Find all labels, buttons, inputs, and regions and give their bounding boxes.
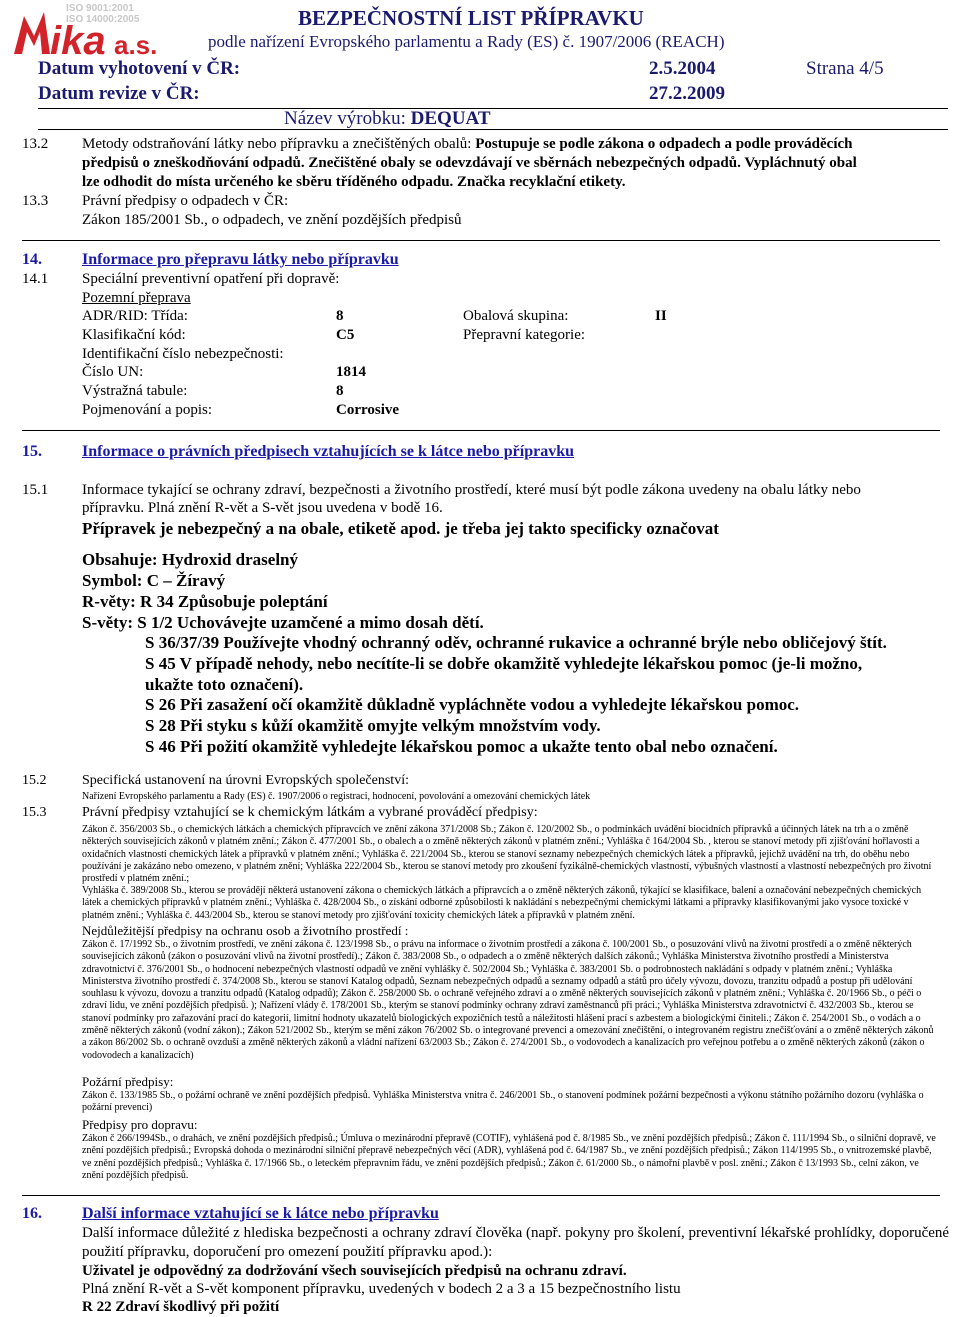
svg-text:a.s.: a.s.	[114, 30, 158, 60]
s-phrase: S 26 Při zasažení očí okamžitě důkladně vypláchněte vodou a vyhledejte lékařskou pomoc.	[145, 695, 800, 714]
environment-laws-text: Zákon č. 17/1992 Sb., o životním prostředí, ve znění zákona č. 123/1998 Sb., o právu na informace o životním prostředí a zákona č. 100/2001 Sb., o posuzování vlivů na životní prostředí a o změně některých souvisejících zákonů (zákon o posuzování vlivů na životní prostředí).; Zákon č. 383/2008 Sb., o odpadech a o změně některých dalších zákonů.; Vyhláška Ministerstva životního prostředí a Ministerstva zdravotnictví č. 376/2001 Sb., o hodnocení nebezpečných vlastností odpadů ve znění vyhlášky č. 502/2004 Sb.; Vyhláška č. 383/2001 Sb. o podrobnostech nakládání s odpady v platném znění.; Vyhláška Ministerstva životního prostředí č. 374/2008 Sb., kterou se stanoví Katalog odpadů, Seznam nebezpečných odpadů a seznamy odpadů a států pro účely vývozu, dovozu, tranzitu odpadů a postup při udělování souhlasu k vývozu, dovozu a tranzitu odpadů (Katalog odpadů); Zákon č. 258/2000 Sb. o ochraně veřejného zdraví a o změně některých souvisejících zákonů v platném znění.; Vyhláška č. 20/1966 Sb., o péči o zdraví lidu, ve znění pozdějších předpisů. ); Nařízení vlády č. 178/2001 Sb., kterým se stanoví podmínky ochrany zdraví zaměstnanců při práci.; Vyhláška Ministerstva zdravotnictví č. 432/2003 Sb., kterou se stanoví podmínky pro zařazování prací do kategorií, limitní hodnoty ukazatelů biologických expozičních testů a náležitosti hlášení prací s azbestem a biologickými činiteli.; Zákon č. 254/2001 Sb., o vodách a o změně některých zákonů (vodní zákon).; Zákon 521/2002 Sb., kterým se mění zákon 76/2002 Sb. o integrované prevenci a omezování znečištění, o integrovaném registru znečišťování a o změně některých zákonů a zákon 86/2002 Sb. o ochraně ovzduší a změně některých zákonů a vládní nařízení 63/2003 Sb.; Zákon č. 274/2001 Sb., o vodovodech a kanalizacích pro veřejnou potřebu a o změně některých zákonů (zákon o vodovodech a kanalizacích)	[82, 939, 934, 1061]
transport-row-label-2: Přepravní kategorie:	[463, 327, 586, 343]
section-15-title: Informace o právních předpisech vztahujících se k látce nebo přípravku	[82, 443, 574, 460]
s-phrase: S 45 V případě nehody, nebo necítíte-li se dobře okamžitě vyhledejte lékařskou pomoc (je-li možno,	[145, 654, 863, 673]
transport-row-label-2: Obalová skupina:	[463, 308, 569, 324]
environment-heading: Nejdůležitější předpisy na ochranu osob a životního prostředí :	[82, 923, 409, 938]
s-phrase: ukažte toto označení).	[145, 675, 304, 694]
section-16-text-1: Další informace důležité z hlediska bezpečnosti a ochrany zdraví člověka (např. pokyny pro školení, preventivní lékařské prohlídky, doporučené	[82, 1225, 950, 1241]
issue-date: 2.5.2004	[649, 58, 716, 79]
section-16-text-4: Plná znění R-vět a S-vět komponent přípravku, uvedených v bodech 2 a 3 a 15 bezpečnostního listu	[82, 1281, 681, 1297]
svg-text:ika: ika	[50, 19, 106, 60]
label-symbol: Symbol: C – Žíravý	[82, 571, 226, 590]
chemical-decrees-text: Vyhláška č. 389/2008 Sb., kterou se provádějí některá ustanovení zákona o chemických látkách a přípravcích a o změně některých zákonů, týkající se klasifikace, balení a označování nebezpečných chemických látek a chemických přípravků v platném znění.; Vyhláška č. 428/2004 Sb., o získání odborné způsobilosti k nakládání s nebezpečnými chemickými látkami a přípravky klasifikovanými jako vysoce toxické v platném znění.; Vyhláška č. 443/2004 Sb., kterou se stanoví metody pro zjišťování toxicity chemických látek a přípravků v platném znění.	[82, 885, 922, 921]
section-14-1-title: Speciální preventivní opatření při dopravě:	[82, 271, 340, 287]
section-13-divider	[22, 240, 940, 241]
fire-laws-text: Zákon č. 133/1985 Sb., o požární ochraně ve znění pozdějších předpisů. Vyhláška Ministerstva vnitra č. 246/2001 Sb., o stanovení podmínek požární bezpečnosti a výkonu státního požárního dozoru (vyhláška o požární prevenci)	[82, 1090, 924, 1114]
section-13-2-text-1: Metody odstraňování látky nebo přípravku a znečištěných obalů: Postupuje se podle zákona o odpadech a podle prováděcích	[82, 136, 853, 152]
transport-row-label: ADR/RID: Třída:	[82, 308, 188, 324]
document-title: BEZPEČNOSTNÍ LIST PŘÍPRAVKU	[298, 6, 644, 30]
section-15-2-text: Nařízení Evropského parlamentu a Rady (ES) č. 1907/2006 o registraci, hodnocení, povolování a omezování chemických látek	[82, 791, 591, 802]
transport-row-label: Výstražná tabule:	[82, 383, 188, 399]
section-13-2-text-2: předpisů o zneškodňování odpadů. Znečištěné obaly se odevzdávají ve sběrnách nebezpečných odpadů. Vypláchnutý obal	[82, 155, 857, 171]
s-phrase: S 46 Při požití okamžitě vyhledejte lékařskou pomoc a ukažte tento obal nebo označení.	[145, 737, 778, 756]
s-phrase: S 36/37/39 Používejte vhodný ochranný oděv, ochranné rukavice a ochranné brýle nebo obličejový štít.	[145, 633, 887, 652]
iso-9001-mark: ISO 9001:2001	[66, 3, 134, 14]
revision-date-label: Datum revize v ČR:	[38, 83, 200, 104]
section-15-3-number: 15.3	[22, 805, 47, 820]
labelling-statement: Přípravek je nebezpečný a na obale, etiketě apod. je třeba jej takto specificky označovat	[82, 519, 719, 538]
transport-row-label: Klasifikační kód:	[82, 327, 186, 343]
transport-row-value: 8	[336, 308, 344, 324]
document-subtitle: podle nařízení Evropského parlamentu a Rady (ES) č. 1907/2006 (REACH)	[208, 32, 725, 51]
section-15-1-text-2: přípravku. Plná znění R-vět a S-vět jsou uvedena v bodě 16.	[82, 500, 443, 516]
section-15-1-text-1: Informace tykající se ochrany zdraví, bezpečnosti a životního prostředí, které musí být podle zákona uvedeny na obalu látky nebo	[82, 482, 861, 498]
section-16-number: 16.	[22, 1205, 42, 1222]
section-15-2-title: Specifická ustanovení na úrovni Evropských společenství:	[82, 773, 409, 788]
transport-row-value: 8	[336, 383, 344, 399]
section-16-text-5: R 22 Zdraví škodlivý při požití	[82, 1299, 280, 1315]
section-16-text-3: Uživatel je odpovědný za dodržování všech souvisejících předpisů na ochranu zdraví.	[82, 1263, 627, 1279]
transport-row-value: C5	[336, 327, 355, 343]
section-13-2-text-3: lze odhodit do místa určeného ke sběru tříděného odpadu. Značka recyklační etikety.	[82, 174, 626, 190]
header-bottom-divider	[38, 129, 948, 130]
header-divider	[38, 108, 948, 109]
section-13-3-title: Právní předpisy o odpadech v ČR:	[82, 193, 289, 209]
revision-date: 27.2.2009	[649, 83, 725, 104]
transport-row-label: Číslo UN:	[82, 364, 144, 380]
section-15-3-title: Právní předpisy vztahující se k chemickým látkám a vybrané prováděcí předpisy:	[82, 805, 538, 820]
section-13-2-number: 13.2	[22, 136, 49, 152]
transport-row-label: Pojmenování a popis:	[82, 402, 212, 418]
section-14-divider	[22, 430, 940, 431]
section-15-number: 15.	[22, 443, 42, 460]
section-16-title: Další informace vztahující se k látce nebo přípravku	[82, 1205, 439, 1222]
section-13-3-text: Zákon 185/2001 Sb., o odpadech, ve znění pozdějších předpisů	[82, 212, 462, 228]
transport-heading: Předpisy pro dopravu:	[82, 1117, 198, 1132]
section-15-divider	[22, 1195, 940, 1196]
section-14-number: 14.	[22, 251, 42, 268]
label-s-phrases: S-věty: S 1/2 Uchovávejte uzamčené a mimo dosah dětí.	[82, 613, 484, 632]
page-number: Strana 4/5	[806, 58, 884, 79]
iso-14000-mark: ISO 14000:2005	[66, 14, 140, 25]
product-name-label: Název výrobku:	[284, 108, 406, 129]
transport-laws-text: Zákon č 266/1994Sb., o drahách, ve znění pozdějších předpisů.; Úmluva o mezinárodní přepravě (COTIF), vyhlášená pod č. 8/1985 Sb., ve znění pozdějších předpisů.; Zákon č. 111/1994 Sb., o silniční dopravě, ve znění pozdějších předpisů.; Evropská dohoda o mezinárodní silniční přepravě nebezpečných věcí (ADR), vyhlášená pod č. 64/1987 Sb., ve znění pozdějších předpisů.; Zákon 114/1995 Sb., o vnitrozemské plavbě, ve znění pozdějších předpisů.; Vyhláška č. 17/1966 Sb., o leteckém přepravním řádu, ve znění pozdějších předpisů.; Zákon č. 61/2000 Sb., o námořní plavbě v posl. znění.; Zákon č 13/1993 Sb., celní zákon, ve znění pozdějších předpisů.	[82, 1133, 936, 1181]
product-name-row	[284, 108, 491, 130]
transport-row-value: 1814	[336, 364, 366, 380]
issue-date-label: Datum vyhotovení v ČR:	[38, 58, 241, 79]
transport-row-label: Identifikační číslo nebezpečnosti:	[82, 346, 284, 362]
section-15-2-number: 15.2	[22, 773, 47, 788]
label-contains: Obsahuje: Hydroxid draselný	[82, 550, 299, 569]
transport-row-value: Corrosive	[336, 402, 400, 418]
section-16-text-2: použití přípravku, doporučení pro omezení použití přípravku apod.):	[82, 1244, 493, 1260]
section-14-title: Informace pro přepravu látky nebo přípravku	[82, 251, 399, 268]
section-13-3-number: 13.3	[22, 193, 49, 209]
road-transport-heading: Pozemní přeprava	[82, 290, 191, 306]
label-r-phrases: R-věty: R 34 Způsobuje poleptání	[82, 592, 328, 611]
section-14-1-number: 14.1	[22, 271, 49, 287]
product-name: DEQUAT	[410, 108, 491, 129]
transport-row-value-2: II	[655, 308, 667, 324]
section-15-1-number: 15.1	[22, 482, 49, 498]
chemical-laws-text: Zákon č. 356/2003 Sb., o chemických látkách a chemických přípravcích ve znění zákona 371/2008 Sb.; Zákon č. 120/2002 Sb., o podmínkách uvádění biocidních přípravků a účinných látek na trh a o změně některých souvisejících zákonů v platném znění.; Zákon č. 477/2001 Sb., o obalech a o změně některých zákonů v platném znění.; Vyhláška č 164/2004 Sb. , kterou se stanoví metody při zjišťování hořlavosti a oxidačních vlastností chemických látek a přípravků v platném znění.; Vyhláška č. 221/2004 Sb., kterou se stanoví seznamy nebezpečných chemických látek a přípravků, jejichž uvádění na trh, do oběhu nebo používání je zakázáno nebo omezeno, v platném znění; Vyhláška 222/2004 Sb., kterou se stanoví metody pro zkoušení fyzikálně-chemických vlastností, výbušných vlastností a vlastností nebezpečných pro životní prostředí v platném znění.;	[82, 824, 932, 885]
s-phrase: S 28 Při styku s kůží okamžitě omyjte velkým množstvím vody.	[145, 716, 601, 735]
fire-heading: Požární předpisy:	[82, 1074, 174, 1089]
